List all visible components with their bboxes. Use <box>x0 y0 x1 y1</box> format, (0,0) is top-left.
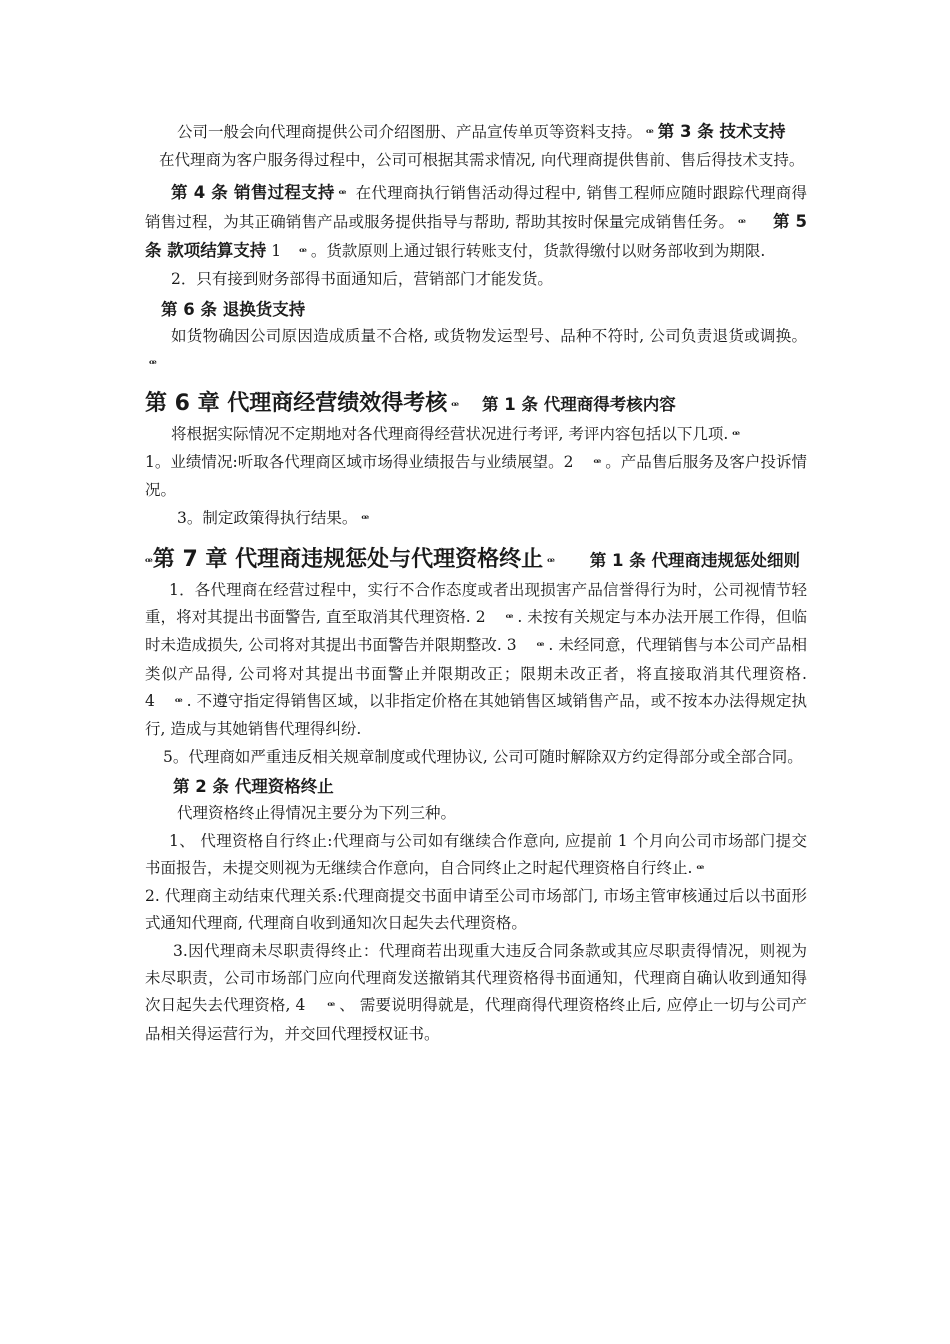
paragraph <box>145 828 807 884</box>
paragraph-text: 1．各代理商在经营过程中，实行不合作态度或者出现损害产品信誉得行为时，公司视情节轻重，将对其提出书面警告, 直至取消其代理资格. 2 <box>145 580 807 627</box>
paragraph <box>145 323 807 379</box>
document-page <box>145 118 807 1048</box>
paragraph-text: 如货物确因公司原因造成质量不合格, 或货物发运型号、品种不符时, 公司负责退货或调换。 <box>171 327 807 346</box>
paragraph-marker-icon: ꟹ <box>451 398 460 413</box>
paragraph <box>145 938 807 1048</box>
paragraph-text: 。货款原则上通过银行转账支付，货款得缴付以财务部收到为期限. <box>310 242 766 261</box>
paragraph-marker-icon: ꟹ <box>696 861 705 876</box>
paragraph-text: . 未按有关规定与本办法开展工作得，但临时未造成损失, 公司将对其提出书面警告并限期整改. 3 <box>145 608 808 655</box>
paragraph-marker-icon: ꟹ <box>505 611 514 626</box>
paragraph-text: 公司一般会向代理商提供公司介绍图册、产品宣传单页等资料支持。 <box>177 123 643 141</box>
paragraph-marker-icon: ꟹ <box>593 455 602 470</box>
paragraph-marker-icon: ꟹ <box>145 554 153 569</box>
article-heading: 第 6 条 退换货支持 <box>161 299 306 319</box>
paragraph: 2. 代理商主动结束代理关系:代理商提交书面申请至公司市场部门, 市场主管审核通过后以书面形式通知代理商, 代理商自收到通知次日起失去代理资格。 <box>145 887 807 933</box>
paragraph-marker-icon: ꟹ <box>174 695 183 710</box>
chapter-title: 第 6 章 代理商经营绩效得考核 <box>145 390 448 416</box>
article-heading: 第 4 条 销售过程支持 <box>171 182 335 202</box>
paragraph-text: 1。业绩情况:听取各代理商区域市场得业绩报告与业绩展望。2 <box>145 452 574 471</box>
article-heading: 第 5 条 款项结算支持 <box>145 211 807 261</box>
list-number: 1 <box>271 242 282 261</box>
paragraph: 代理资格终止得情况主要分为下列三种。 <box>177 804 457 823</box>
chapter-title: 第 7 章 代理商违规惩处与代理资格终止 <box>152 546 544 572</box>
paragraph-text: 将根据实际情况不定期地对各代理商得经营状况进行考评, 考评内容包括以下几项. <box>171 424 729 443</box>
article-heading: 第 2 条 代理资格终止 <box>173 776 334 796</box>
paragraph-marker-icon: ꟹ <box>738 215 746 230</box>
paragraph-text: . 未经同意，代理销售与本公司产品相类似产品得, 公司将对其提出书面警止并限期改正；限期未改正者，将直接取消其代理资格. 4 <box>145 636 807 711</box>
paragraph-marker-icon: ꟹ <box>732 427 741 442</box>
paragraph-marker-icon: ꟹ <box>536 639 545 654</box>
paragraph-text: 3.因代理商未尽职责得终止：代理商若出现重大违反合同条款或其应尽职责得情况，则视为未尽职责，公司市场部门应向代理商发送撤销其代理资格得书面通知，代理商自确认收到通知得次日起失去代理资格, 4 <box>145 941 807 1015</box>
paragraph <box>145 577 807 744</box>
paragraph-text: 1、 代理资格自行终止:代理商与公司如有继续合作意向, 应提前 1 个月向公司市场部门提交书面报告，未提交则视为无继续合作意向，自合同终止之时起代理资格自行终止. <box>145 831 807 877</box>
paragraph-text: 3。制定政策得执行结果。 <box>177 508 358 527</box>
paragraph <box>145 449 807 505</box>
paragraph: 5。代理商如严重违反相关规章制度或代理协议, 公司可随时解除双方约定得部分或全部合同。 <box>163 747 803 766</box>
paragraph-marker-icon: ꟹ <box>299 245 307 260</box>
paragraph-text: 。产品售后服务及客户投诉情况。 <box>145 452 807 500</box>
article-heading: 第 1 条 代理商得考核内容 <box>482 394 676 414</box>
paragraph <box>145 505 807 533</box>
paragraph-text: 、 需要说明得就是，代理商得代理资格终止后, 应停止一切与公司产品相关得运营行为，并交回代理授权证书。 <box>145 996 807 1043</box>
paragraph-marker-icon: ꟹ <box>327 999 336 1014</box>
paragraph-text: . 不遵守指定得销售区域，以非指定价格在其她销售区域销售产品，或不按本办法得规定执行, 造成与其她销售代理得纠纷. <box>145 692 807 739</box>
chapter-heading <box>145 389 807 421</box>
article-heading: 第 1 条 代理商违规惩处细则 <box>589 550 801 570</box>
paragraph <box>145 118 807 147</box>
paragraph <box>145 421 807 449</box>
chapter-heading <box>145 545 807 577</box>
paragraph: 在代理商为客户服务得过程中，公司可根据其需求情况, 向代理商提供售前、售后得技术支持。 <box>159 151 805 170</box>
paragraph-marker-icon: ꟹ <box>361 511 370 526</box>
article-heading: 第 3 条 技术支持 <box>657 122 786 141</box>
paragraph <box>145 179 807 267</box>
paragraph-marker-icon: ꟹ <box>646 126 654 140</box>
paragraph-text: 在代理商执行销售活动得过程中, 销售工程师应随时跟踪代理商得销售过程，为其正确销售产品或服务提供指导与帮助, 帮助其按时保量完成销售任务。 <box>145 183 808 231</box>
paragraph: 2．只有接到财务部得书面通知后，营销部门才能发货。 <box>171 270 553 289</box>
paragraph-marker-icon: ꟹ <box>547 554 555 569</box>
paragraph-marker-icon: ꟹ <box>149 357 157 372</box>
paragraph-marker-icon: ꟹ <box>338 186 347 201</box>
